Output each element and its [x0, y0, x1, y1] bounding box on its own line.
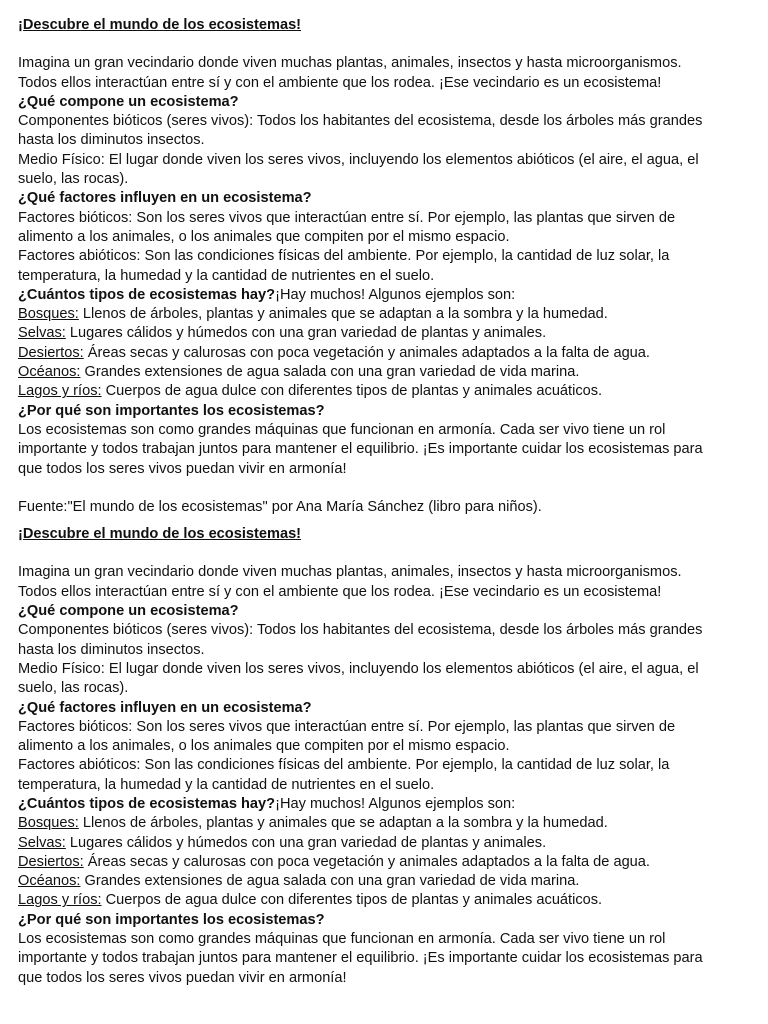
- abioticos-line-1: Factores abióticos: Son las condiciones físicas del ambiente. Por ejemplo, la cantidad de luz solar, la: [18, 757, 670, 774]
- importantes-line-1: Los ecosistemas son como grandes máquinas que funcionan en armonía. Cada ser vivo tiene un rol: [18, 931, 666, 948]
- tipos-rest: ¡Hay muchos! Algunos ejemplos son:: [275, 795, 516, 812]
- list-item-bosques: [18, 305, 750, 324]
- list-item-selvas: [18, 834, 750, 853]
- importantes-line-3: que todos los seres vivos puedan vivir en armonía!: [18, 460, 347, 477]
- list-item-lagos: [18, 891, 750, 910]
- desiertos-label: Desiertos:: [18, 853, 84, 870]
- tipos-line: [18, 795, 750, 814]
- bioticos-line-1: Factores bióticos: Son los seres vivos que interactúan entre sí. Por ejemplo, las plantas que sirven de: [18, 718, 676, 735]
- componentes-line-1: Componentes bióticos (seres vivos): Todos los habitantes del ecosistema, desde los árboles más grandes: [18, 113, 703, 130]
- intro-line-1: Imagina un gran vecindario donde viven muchas plantas, animales, insectos y hasta microorganismos.: [18, 564, 682, 581]
- bosques-text: Llenos de árboles, plantas y animales que se adaptan a la sombra y la humedad.: [78, 306, 608, 323]
- list-item-desiertos: [18, 853, 750, 872]
- oceanos-label: Océanos:: [18, 364, 81, 381]
- tipos-line: [18, 286, 750, 305]
- bioticos-line-2: alimento a los animales, o los animales que compiten por el mismo espacio.: [18, 738, 510, 755]
- oceanos-label: Océanos:: [18, 873, 81, 890]
- heading-factores: ¿Qué factores influyen en un ecosistema?: [18, 190, 312, 207]
- selvas-label: Selvas:: [18, 325, 66, 342]
- bosques-label: Bosques:: [18, 815, 79, 832]
- selvas-text: Lugares cálidos y húmedos con una gran variedad de plantas y animales.: [65, 834, 547, 851]
- oceanos-text: Grandes extensiones de agua salada con una gran variedad de vida marina.: [80, 364, 580, 381]
- selvas-text: Lugares cálidos y húmedos con una gran variedad de plantas y animales.: [65, 325, 547, 342]
- abioticos-line-1: Factores abióticos: Son las condiciones físicas del ambiente. Por ejemplo, la cantidad de luz solar, la: [18, 248, 670, 265]
- heading-tipos: ¿Cuántos tipos de ecosistemas hay?: [18, 795, 276, 812]
- heading-importantes: ¿Por qué son importantes los ecosistemas?: [18, 911, 325, 928]
- heading-compone: ¿Qué compone un ecosistema?: [18, 93, 239, 110]
- lagos-label: Lagos y ríos:: [18, 892, 102, 909]
- selvas-label: Selvas:: [18, 834, 66, 851]
- bioticos-line-1: Factores bióticos: Son los seres vivos que interactúan entre sí. Por ejemplo, las plantas que sirven de: [18, 209, 676, 226]
- bosques-text: Llenos de árboles, plantas y animales que se adaptan a la sombra y la humedad.: [78, 815, 608, 832]
- lagos-label: Lagos y ríos:: [18, 383, 102, 400]
- componentes-line-1: Componentes bióticos (seres vivos): Todos los habitantes del ecosistema, desde los árboles más grandes: [18, 622, 703, 639]
- intro-line-1: Imagina un gran vecindario donde viven muchas plantas, animales, insectos y hasta microorganismos.: [18, 55, 682, 72]
- document-title: ¡Descubre el mundo de los ecosistemas!: [18, 526, 302, 543]
- heading-tipos: ¿Cuántos tipos de ecosistemas hay?: [18, 286, 276, 303]
- lagos-text: Cuerpos de agua dulce con diferentes tipos de plantas y animales acuáticos.: [101, 383, 603, 400]
- componentes-line-2: hasta los diminutos insectos.: [18, 132, 205, 149]
- oceanos-text: Grandes extensiones de agua salada con una gran variedad de vida marina.: [80, 873, 580, 890]
- bioticos-line-2: alimento a los animales, o los animales que compiten por el mismo espacio.: [18, 228, 510, 245]
- medio-line-2: suelo, las rocas).: [18, 680, 129, 697]
- article-block-1: [18, 14, 750, 517]
- desiertos-text: Áreas secas y calurosas con poca vegetación y animales adaptados a la falta de agua.: [83, 853, 650, 870]
- intro-line-2: Todos ellos interactúan entre sí y con el ambiente que los rodea. ¡Ese vecindario es un ecosistema!: [18, 583, 662, 600]
- list-item-desiertos: [18, 344, 750, 363]
- medio-line-1: Medio Físico: El lugar donde viven los seres vivos, incluyendo los elementos abióticos (el aire, el agua, el: [18, 151, 699, 168]
- medio-line-2: suelo, las rocas).: [18, 171, 129, 188]
- importantes-line-3: que todos los seres vivos puedan vivir en armonía!: [18, 969, 347, 986]
- list-item-bosques: [18, 814, 750, 833]
- tipos-rest: ¡Hay muchos! Algunos ejemplos son:: [275, 286, 516, 303]
- importantes-line-1: Los ecosistemas son como grandes máquinas que funcionan en armonía. Cada ser vivo tiene un rol: [18, 421, 666, 438]
- intro-line-2: Todos ellos interactúan entre sí y con el ambiente que los rodea. ¡Ese vecindario es un ecosistema!: [18, 74, 662, 91]
- importantes-line-2: importante y todos trabajan juntos para mantener el equilibrio. ¡Es importante cuidar los ecosistemas para: [18, 950, 703, 967]
- desiertos-text: Áreas secas y calurosas con poca vegetación y animales adaptados a la falta de agua.: [83, 344, 650, 361]
- medio-line-1: Medio Físico: El lugar donde viven los seres vivos, incluyendo los elementos abióticos (el aire, el agua, el: [18, 660, 699, 677]
- list-item-oceanos: [18, 363, 750, 382]
- componentes-line-2: hasta los diminutos insectos.: [18, 641, 205, 658]
- heading-compone: ¿Qué compone un ecosistema?: [18, 603, 239, 620]
- abioticos-line-2: temperatura, la humedad y la cantidad de nutrientes en el suelo.: [18, 776, 435, 793]
- document-title: ¡Descubre el mundo de los ecosistemas!: [18, 17, 302, 33]
- abioticos-line-2: temperatura, la humedad y la cantidad de nutrientes en el suelo.: [18, 267, 435, 284]
- article-block-2: [18, 523, 750, 988]
- importantes-line-2: importante y todos trabajan juntos para mantener el equilibrio. ¡Es importante cuidar los ecosistemas para: [18, 441, 703, 458]
- lagos-text: Cuerpos de agua dulce con diferentes tipos de plantas y animales acuáticos.: [101, 892, 603, 909]
- bosques-label: Bosques:: [18, 306, 79, 323]
- list-item-lagos: [18, 382, 750, 401]
- desiertos-label: Desiertos:: [18, 344, 84, 361]
- list-item-selvas: [18, 324, 750, 343]
- source-citation: Fuente:"El mundo de los ecosistemas" por Ana María Sánchez (libro para niños).: [18, 498, 542, 515]
- list-item-oceanos: [18, 872, 750, 891]
- heading-importantes: ¿Por qué son importantes los ecosistemas?: [18, 402, 325, 419]
- heading-factores: ¿Qué factores influyen en un ecosistema?: [18, 699, 312, 716]
